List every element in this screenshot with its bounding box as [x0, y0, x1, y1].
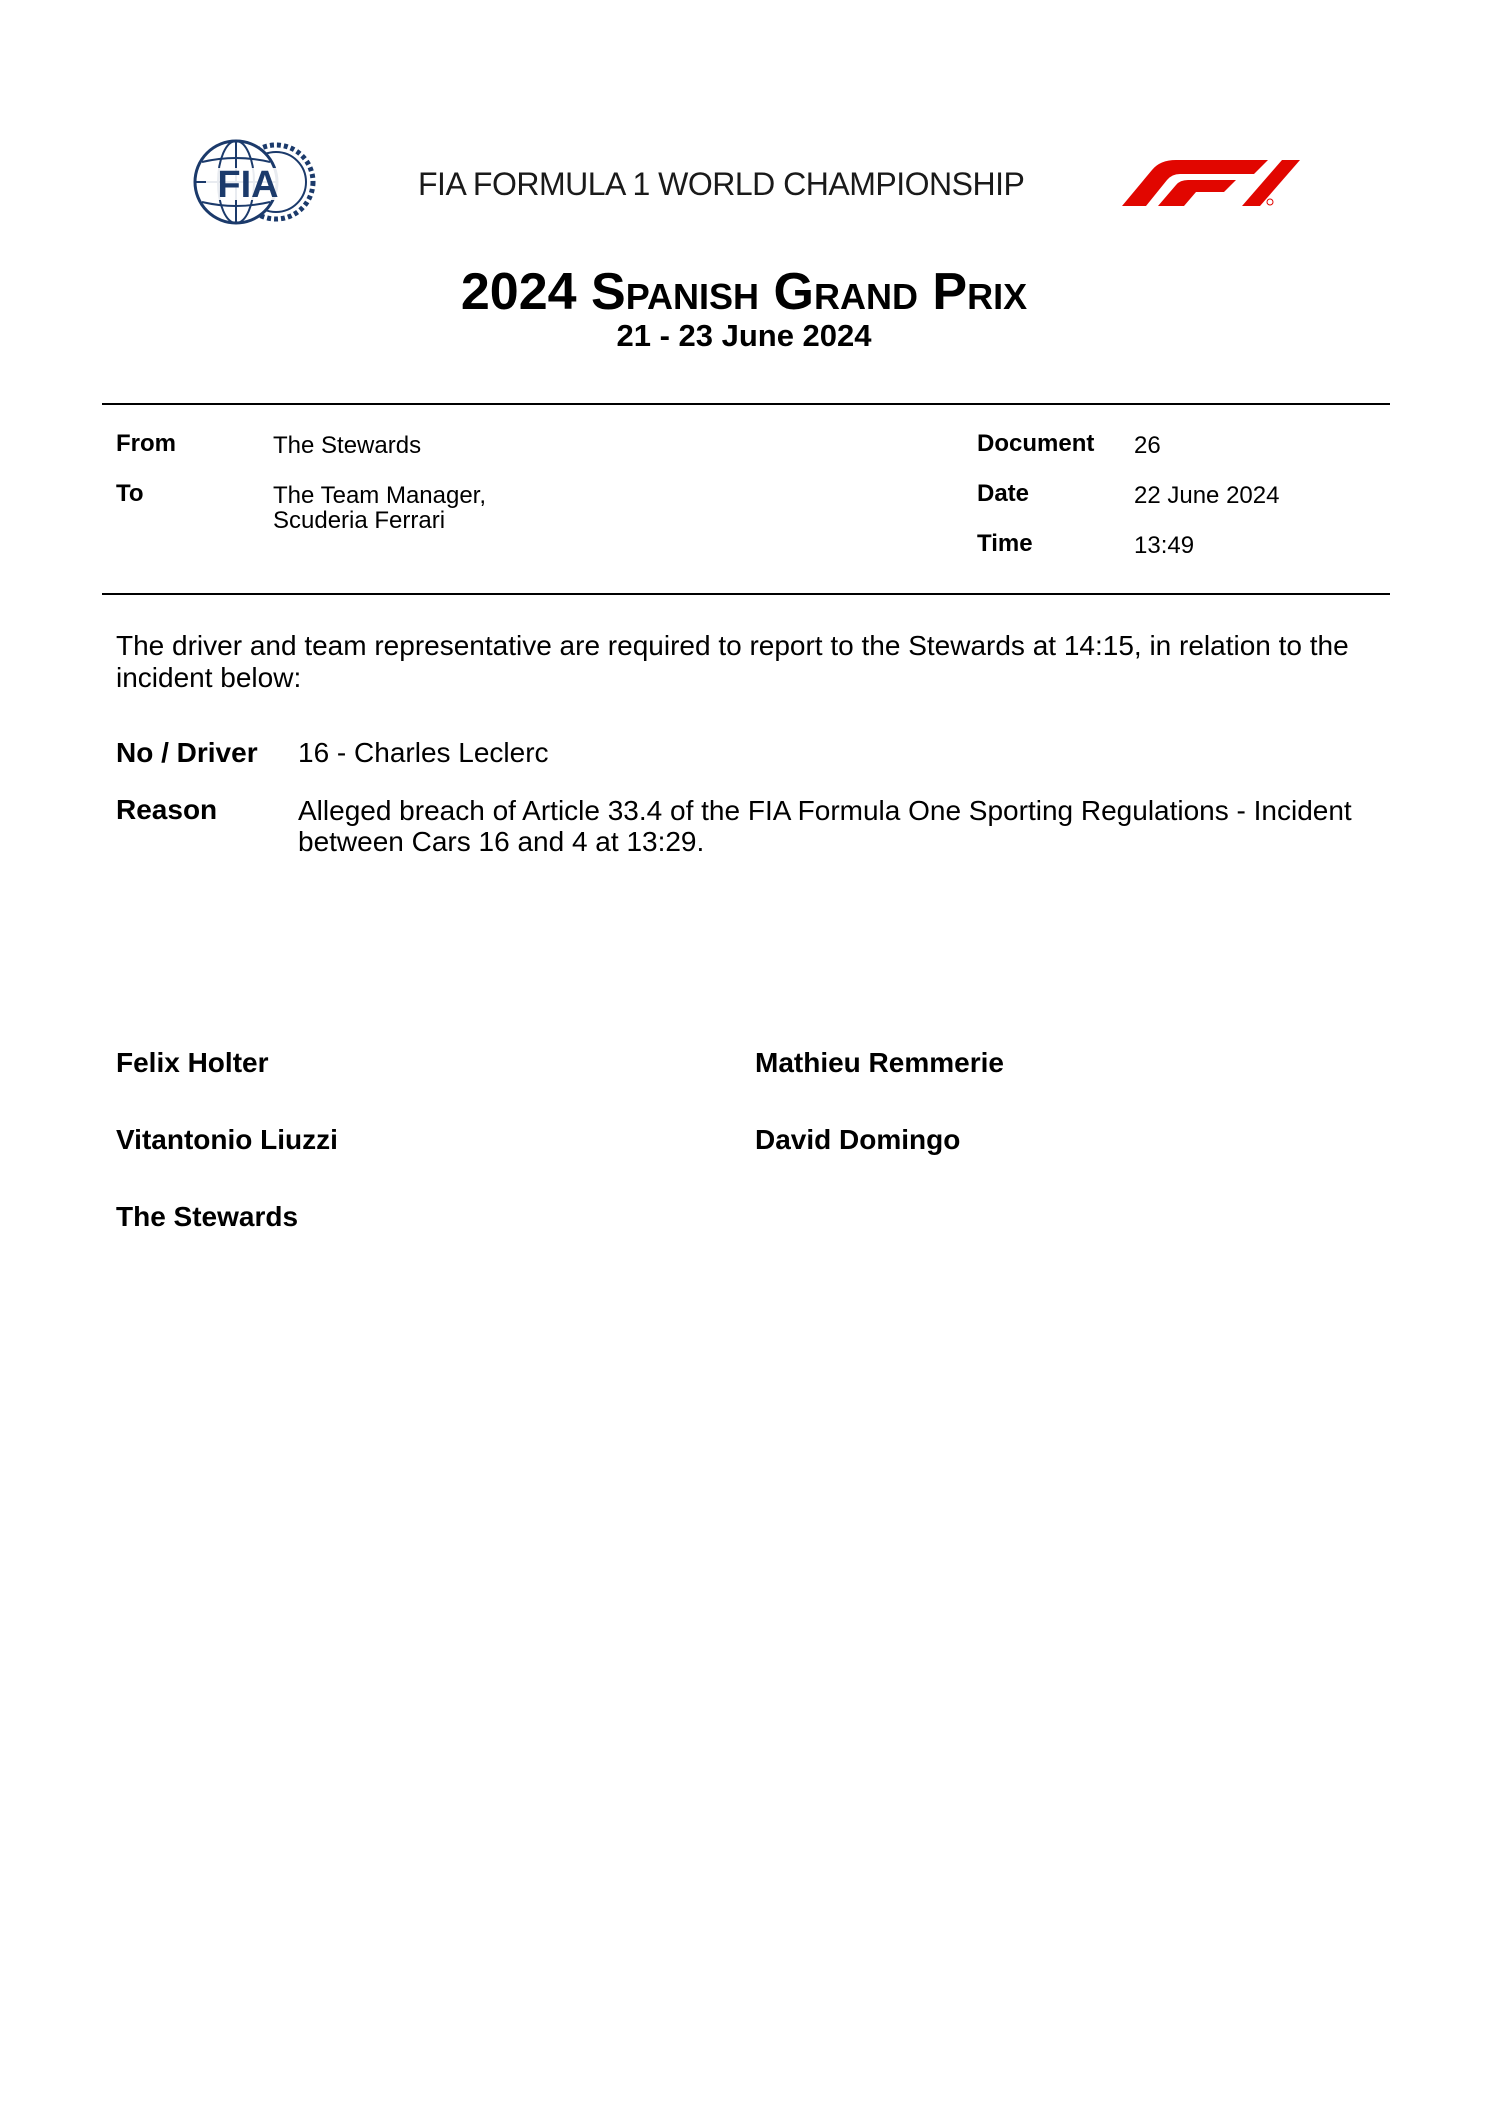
- event-year: 2024: [460, 263, 577, 321]
- steward-name: Mathieu Remmerie: [755, 1047, 1004, 1078]
- document-label: Document: [977, 430, 1095, 457]
- date-value: 22 June 2024: [1134, 482, 1280, 509]
- stewards-footer: The Stewards: [116, 1201, 299, 1232]
- championship-title: FIA FORMULA 1 WORLD CHAMPIONSHIP: [418, 166, 1025, 202]
- f1-logo-icon: [1118, 158, 1300, 208]
- to-value-line1: The Team Manager,: [273, 482, 487, 509]
- event-title: [0, 262, 1488, 322]
- time-value: 13:49: [1134, 532, 1195, 559]
- event-dates: 21 - 23 June 2024: [616, 318, 872, 353]
- fia-logo-icon: [192, 138, 316, 226]
- from-value: The Stewards: [273, 432, 422, 459]
- steward-name: David Domingo: [755, 1124, 961, 1155]
- reason-line: between Cars 16 and 4 at 13:29.: [298, 826, 705, 857]
- event-name-word: Spanish: [591, 263, 760, 321]
- time-label: Time: [977, 530, 1033, 557]
- intro-paragraph: [116, 630, 1376, 694]
- intro-line: The driver and team representative are required to report to the Stewards at 14:15, in relation to the: [116, 630, 1349, 661]
- svg-text:FIA: FIA: [217, 164, 279, 206]
- to-value-line2: Scuderia Ferrari: [273, 507, 446, 534]
- date-label: Date: [977, 480, 1030, 507]
- document-value: 26: [1134, 432, 1161, 459]
- steward-name: Vitantonio Liuzzi: [116, 1124, 338, 1155]
- reason-label: Reason: [116, 794, 218, 825]
- steward-name: Felix Holter: [116, 1047, 269, 1078]
- event-name-word: Prix: [932, 263, 1028, 321]
- reason-value: [298, 795, 1378, 857]
- to-label: To: [116, 480, 144, 507]
- event-name-word: Grand: [773, 263, 918, 321]
- reason-line: Alleged breach of Article 33.4 of the FIA Formula One Sporting Regulations - Incident: [298, 795, 1352, 826]
- from-label: From: [116, 430, 176, 457]
- intro-line: incident below:: [116, 662, 302, 693]
- divider-bottom: [102, 593, 1390, 595]
- driver-label: No / Driver: [116, 737, 258, 768]
- driver-value: 16 - Charles Leclerc: [298, 737, 549, 768]
- divider-top: [102, 403, 1390, 405]
